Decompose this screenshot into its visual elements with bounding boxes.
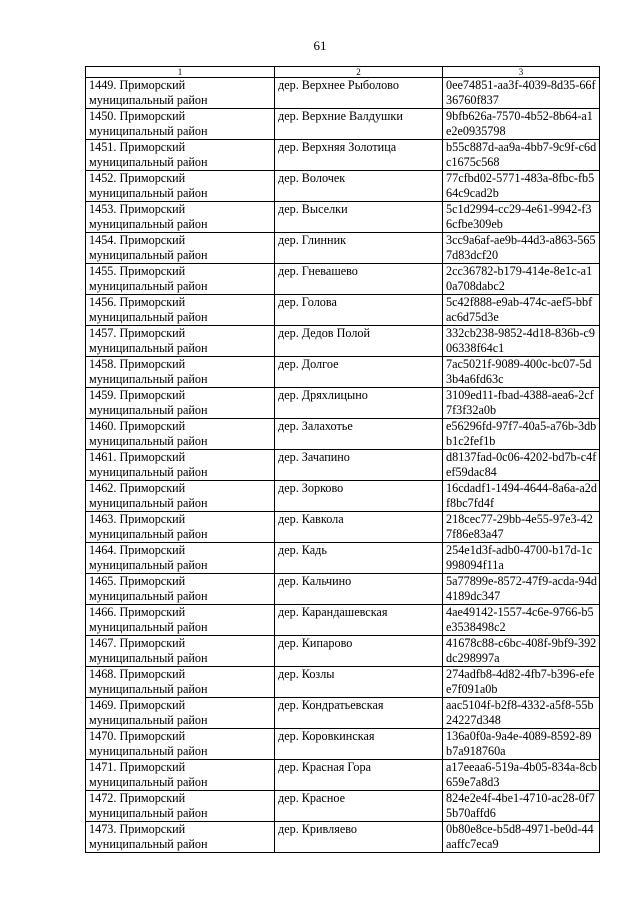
district-label: муниципальный район xyxy=(89,496,208,510)
cell-settlement: дер. Кальчино xyxy=(275,574,443,605)
row-number-label: 1473. Приморский xyxy=(89,822,186,836)
district-label: муниципальный район xyxy=(89,434,208,448)
cell-guid: b55c887d-aa9a-4bb7-9c9f-c6dc1675c568 xyxy=(443,140,600,171)
cell-municipality xyxy=(86,264,275,295)
cell-municipality xyxy=(86,326,275,357)
cell-settlement: дер. Кавкола xyxy=(275,512,443,543)
cell-municipality xyxy=(86,233,275,264)
table-row xyxy=(86,605,600,636)
cell-settlement: дер. Дряхлицыно xyxy=(275,388,443,419)
district-label: муниципальный район xyxy=(89,372,208,386)
district-label: муниципальный район xyxy=(89,558,208,572)
table-row xyxy=(86,760,600,791)
district-label: муниципальный район xyxy=(89,806,208,820)
row-number-label: 1469. Приморский xyxy=(89,698,186,712)
cell-settlement: дер. Зачапино xyxy=(275,450,443,481)
district-label: муниципальный район xyxy=(89,744,208,758)
table-row xyxy=(86,667,600,698)
cell-municipality xyxy=(86,109,275,140)
row-number-label: 1470. Приморский xyxy=(89,729,186,743)
table-row xyxy=(86,574,600,605)
table-row xyxy=(86,264,600,295)
cell-municipality xyxy=(86,543,275,574)
cell-settlement: дер. Глинник xyxy=(275,233,443,264)
cell-settlement: дер. Гневашево xyxy=(275,264,443,295)
cell-municipality xyxy=(86,512,275,543)
table-row xyxy=(86,202,600,233)
table-row xyxy=(86,636,600,667)
row-number-label: 1462. Приморский xyxy=(89,481,186,495)
cell-settlement: дер. Кривляево xyxy=(275,822,443,853)
table-row xyxy=(86,512,600,543)
cell-settlement: дер. Долгое xyxy=(275,357,443,388)
table-row xyxy=(86,822,600,853)
district-label: муниципальный район xyxy=(89,651,208,665)
cell-guid: 824e2e4f-4be1-4710-ac28-0f75b70affd6 xyxy=(443,791,600,822)
row-number-label: 1468. Приморский xyxy=(89,667,186,681)
cell-municipality xyxy=(86,202,275,233)
cell-municipality xyxy=(86,667,275,698)
cell-guid: 5c1d2994-cc29-4e61-9942-f36cfbe309eb xyxy=(443,202,600,233)
row-number-label: 1459. Приморский xyxy=(89,388,186,402)
cell-guid: d8137fad-0c06-4202-bd7b-c4fef59dac84 xyxy=(443,450,600,481)
cell-municipality xyxy=(86,78,275,109)
column-header-3: 3 xyxy=(443,67,600,78)
cell-guid: 136a0f0a-9a4e-4089-8592-89b7a918760a xyxy=(443,729,600,760)
cell-settlement: дер. Выселки xyxy=(275,202,443,233)
cell-municipality xyxy=(86,450,275,481)
district-label: муниципальный район xyxy=(89,93,208,107)
cell-municipality xyxy=(86,791,275,822)
table-row xyxy=(86,543,600,574)
cell-guid: 3109ed11-fbad-4388-aea6-2cf7f3f32a0b xyxy=(443,388,600,419)
cell-settlement: дер. Залахотье xyxy=(275,419,443,450)
table-row xyxy=(86,326,600,357)
row-number-label: 1465. Приморский xyxy=(89,574,186,588)
cell-guid: 5a77899e-8572-47f9-acda-94d4189dc347 xyxy=(443,574,600,605)
cell-municipality xyxy=(86,140,275,171)
district-label: муниципальный район xyxy=(89,217,208,231)
table-row xyxy=(86,729,600,760)
table-row xyxy=(86,78,600,109)
cell-settlement: дер. Коровкинская xyxy=(275,729,443,760)
table-row xyxy=(86,698,600,729)
row-number-label: 1449. Приморский xyxy=(89,78,186,92)
cell-guid: 77cfbd02-5771-483a-8fbc-fb564c9cad2b xyxy=(443,171,600,202)
district-label: муниципальный район xyxy=(89,837,208,851)
cell-municipality xyxy=(86,295,275,326)
district-label: муниципальный район xyxy=(89,403,208,417)
cell-settlement: дер. Верхние Валдушки xyxy=(275,109,443,140)
row-number-label: 1460. Приморский xyxy=(89,419,186,433)
row-number-label: 1451. Приморский xyxy=(89,140,186,154)
cell-municipality xyxy=(86,171,275,202)
cell-guid: 7ac5021f-9089-400c-bc07-5d3b4a6fd63c xyxy=(443,357,600,388)
row-number-label: 1466. Приморский xyxy=(89,605,186,619)
cell-settlement: дер. Красное xyxy=(275,791,443,822)
district-label: муниципальный район xyxy=(89,248,208,262)
cell-settlement: дер. Красная Гора xyxy=(275,760,443,791)
table-row xyxy=(86,171,600,202)
row-number-label: 1467. Приморский xyxy=(89,636,186,650)
cell-municipality xyxy=(86,419,275,450)
row-number-label: 1455. Приморский xyxy=(89,264,186,278)
district-label: муниципальный район xyxy=(89,682,208,696)
district-label: муниципальный район xyxy=(89,775,208,789)
district-label: муниципальный район xyxy=(89,155,208,169)
district-label: муниципальный район xyxy=(89,279,208,293)
row-number-label: 1461. Приморский xyxy=(89,450,186,464)
page-number: 61 xyxy=(313,38,327,53)
cell-municipality xyxy=(86,605,275,636)
district-label: муниципальный район xyxy=(89,341,208,355)
cell-guid: 2cc36782-b179-414e-8e1c-a10a708dabc2 xyxy=(443,264,600,295)
cell-settlement: дер. Кондратьевская xyxy=(275,698,443,729)
cell-municipality xyxy=(86,636,275,667)
row-number-label: 1472. Приморский xyxy=(89,791,186,805)
cell-settlement: дер. Карандашевская xyxy=(275,605,443,636)
settlements-table xyxy=(85,66,600,853)
district-label: муниципальный район xyxy=(89,620,208,634)
table-row xyxy=(86,109,600,140)
row-number-label: 1458. Приморский xyxy=(89,357,186,371)
district-label: муниципальный район xyxy=(89,124,208,138)
cell-municipality xyxy=(86,357,275,388)
table-body xyxy=(86,78,600,853)
cell-guid: 41678c88-c6bc-408f-9bf9-392dc298997a xyxy=(443,636,600,667)
cell-guid: 254e1d3f-adb0-4700-b17d-1c998094f11a xyxy=(443,543,600,574)
row-number-label: 1450. Приморский xyxy=(89,109,186,123)
table-row xyxy=(86,357,600,388)
row-number-label: 1471. Приморский xyxy=(89,760,186,774)
cell-municipality xyxy=(86,481,275,512)
table-row xyxy=(86,233,600,264)
table-row xyxy=(86,295,600,326)
row-number-label: 1453. Приморский xyxy=(89,202,186,216)
row-number-label: 1457. Приморский xyxy=(89,326,186,340)
cell-guid: e56296fd-97f7-40a5-a76b-3dbb1c2fef1b xyxy=(443,419,600,450)
district-label: муниципальный район xyxy=(89,527,208,541)
table-row xyxy=(86,388,600,419)
cell-settlement: дер. Голова xyxy=(275,295,443,326)
cell-municipality xyxy=(86,729,275,760)
table-row xyxy=(86,481,600,512)
cell-settlement: дер. Верхняя Золотица xyxy=(275,140,443,171)
cell-settlement: дер. Волочек xyxy=(275,171,443,202)
cell-municipality xyxy=(86,760,275,791)
table-row xyxy=(86,450,600,481)
table-row xyxy=(86,791,600,822)
row-number-label: 1454. Приморский xyxy=(89,233,186,247)
cell-municipality xyxy=(86,388,275,419)
cell-guid: 16cdadf1-1494-4644-8a6a-a2df8bc7fd4f xyxy=(443,481,600,512)
cell-guid: 9bfb626a-7570-4b52-8b64-a1e2e0935798 xyxy=(443,109,600,140)
table-row xyxy=(86,419,600,450)
row-number-label: 1463. Приморский xyxy=(89,512,186,526)
cell-municipality xyxy=(86,698,275,729)
cell-guid: 0ee74851-aa3f-4039-8d35-66f36760f837 xyxy=(443,78,600,109)
district-label: муниципальный район xyxy=(89,589,208,603)
cell-settlement: дер. Верхнее Рыболово xyxy=(275,78,443,109)
cell-guid: 0b80e8ce-b5d8-4971-be0d-44aaffc7eca9 xyxy=(443,822,600,853)
row-number-label: 1452. Приморский xyxy=(89,171,186,185)
cell-guid: 3cc9a6af-ae9b-44d3-a863-5657d83dcf20 xyxy=(443,233,600,264)
cell-settlement: дер. Дедов Полой xyxy=(275,326,443,357)
cell-municipality xyxy=(86,822,275,853)
district-label: муниципальный район xyxy=(89,186,208,200)
cell-guid: 274adfb8-4d82-4fb7-b396-efee7f091a0b xyxy=(443,667,600,698)
cell-settlement: дер. Зорково xyxy=(275,481,443,512)
cell-guid: 218cec77-29bb-4e55-97e3-427f86e83a47 xyxy=(443,512,600,543)
cell-municipality xyxy=(86,574,275,605)
column-header-1: 1 xyxy=(86,67,275,78)
cell-settlement: дер. Козлы xyxy=(275,667,443,698)
header-row xyxy=(86,67,600,78)
district-label: муниципальный район xyxy=(89,465,208,479)
cell-guid: aac5104f-b2f8-4332-a5f8-55b24227d348 xyxy=(443,698,600,729)
table-row xyxy=(86,140,600,171)
district-label: муниципальный район xyxy=(89,713,208,727)
cell-guid: 332cb238-9852-4d18-836b-c906338f64c1 xyxy=(443,326,600,357)
row-number-label: 1456. Приморский xyxy=(89,295,186,309)
cell-guid: 4ae49142-1557-4c6e-9766-b5e3538498c2 xyxy=(443,605,600,636)
row-number-label: 1464. Приморский xyxy=(89,543,186,557)
cell-settlement: дер. Кадь xyxy=(275,543,443,574)
district-label: муниципальный район xyxy=(89,310,208,324)
column-header-2: 2 xyxy=(275,67,443,78)
cell-guid: 5c42f888-e9ab-474c-aef5-bbfac6d75d3e xyxy=(443,295,600,326)
cell-settlement: дер. Кипарово xyxy=(275,636,443,667)
cell-guid: a17eeaa6-519a-4b05-834a-8cb659e7a8d3 xyxy=(443,760,600,791)
